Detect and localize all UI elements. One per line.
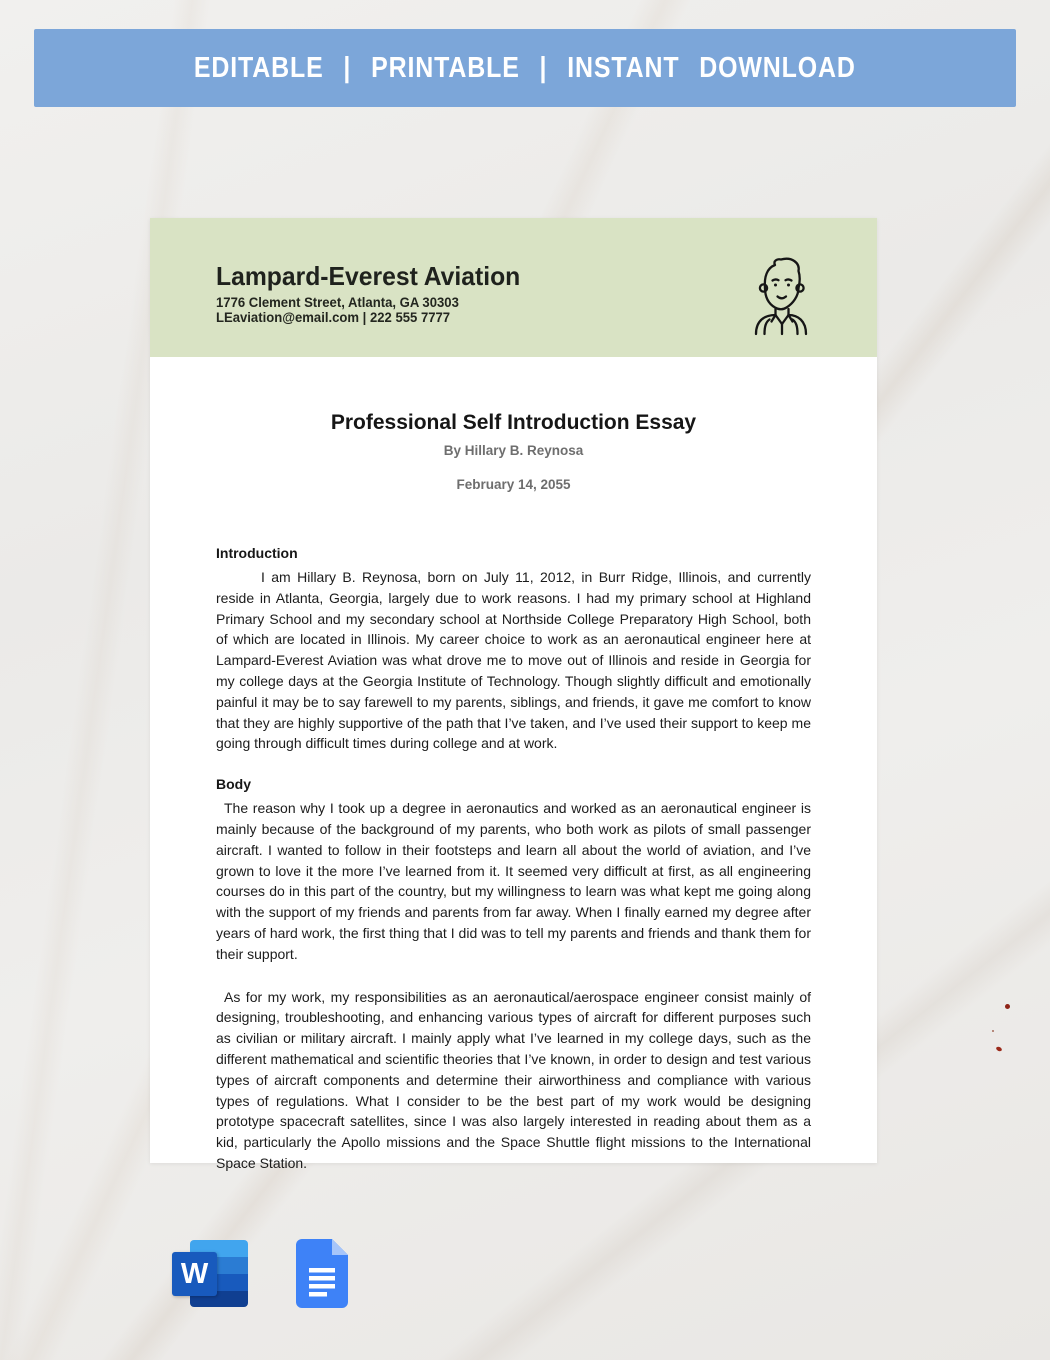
word-letter-badge: W [172, 1252, 217, 1296]
letterhead [150, 218, 877, 357]
file-format-badges [172, 1239, 348, 1308]
microsoft-word-icon [172, 1239, 248, 1308]
person-avatar-icon [752, 254, 810, 336]
marble-speck [1005, 1004, 1010, 1009]
company-name: Lampard-Everest Aviation [216, 261, 521, 291]
document-page [150, 218, 877, 1171]
marble-speck [995, 1046, 1002, 1052]
letterhead-text-block [216, 261, 536, 325]
introduction-paragraph: I am Hillary B. Reynosa, born on July 11, 2012, in Burr Ridge, Illinois, and currently reside in Atlanta, Georgia, largely due to work reasons. I had my primary school at Highland Primary School and my secondary school at Northside College Preparatory High School, both of which are located in Illinois. My career choice to work as an aeronautical engineer here at Lampard-Everest Aviation was what drove me to move out of Illinois and reside in Georgia for my college days at the Georgia Institute of Technology. Though slightly difficult and emotionally painful it may be to say farewell to my parents, siblings, and friends, it gave me comfort to know that they are highly supportive of the path that I’ve taken, and I’ve used their support to keep me going through difficult times during college and at work. [216, 569, 811, 752]
company-contact: LEaviation@email.com | 222 555 7777 [216, 309, 451, 325]
company-address: 1776 Clement Street, Atlanta, GA 30303 [216, 295, 459, 310]
essay-title: Professional Self Introduction Essay [330, 411, 697, 434]
essay-content [150, 412, 877, 1174]
section-heading-introduction: Introduction [216, 545, 298, 561]
body-paragraph-2: As for my work, my responsibilities as an aeronautical/aerospace engineer consist mainly of designing, troubleshooting, and enhancing various types of aircraft for different purposes such as civilian or military aircraft. I mainly apply what I’ve learned in my college days, such as the different mathematical and scientific theories that I’ve known, in order to design and test various types of aircraft components and determine their airworthiness and compliance with various types of regulations. What I consider to be the best part of my work would be designing prototype spacecraft satellites, since I was also largely interested in reading about them as a kid, particularly the Apollo missions and the Space Shuttle flight missions to the International Space Station. [216, 988, 811, 1171]
body-paragraph-1: The reason why I took up a degree in aeronautics and worked as an aeronautical engineer is mainly because of the background of my parents, who both work as pilots of small passenger aircraft. I wanted to follow in their footsteps and learn all about the world of aviation, and I’ve grown to love it the more I’ve learned from it. It seemed very difficult at first, as all engineering courses do in this part of the country, but my willingness to learn was what kept me going along with the support of my friends and parents from far away. When I finally earned my degree after years of hard work, the first thing that I did was to tell my parents and friends and thank them for their support. [216, 800, 811, 962]
marble-speck [992, 1030, 994, 1032]
promo-banner [34, 29, 1016, 107]
essay-date: February 14, 2055 [456, 477, 571, 492]
section-heading-body: Body [216, 776, 251, 793]
essay-byline: By Hillary B. Reynosa [443, 443, 584, 458]
promo-banner-label: EDITABLE | PRINTABLE | INSTANT DOWNLOAD [194, 51, 856, 84]
google-docs-icon [296, 1239, 348, 1308]
